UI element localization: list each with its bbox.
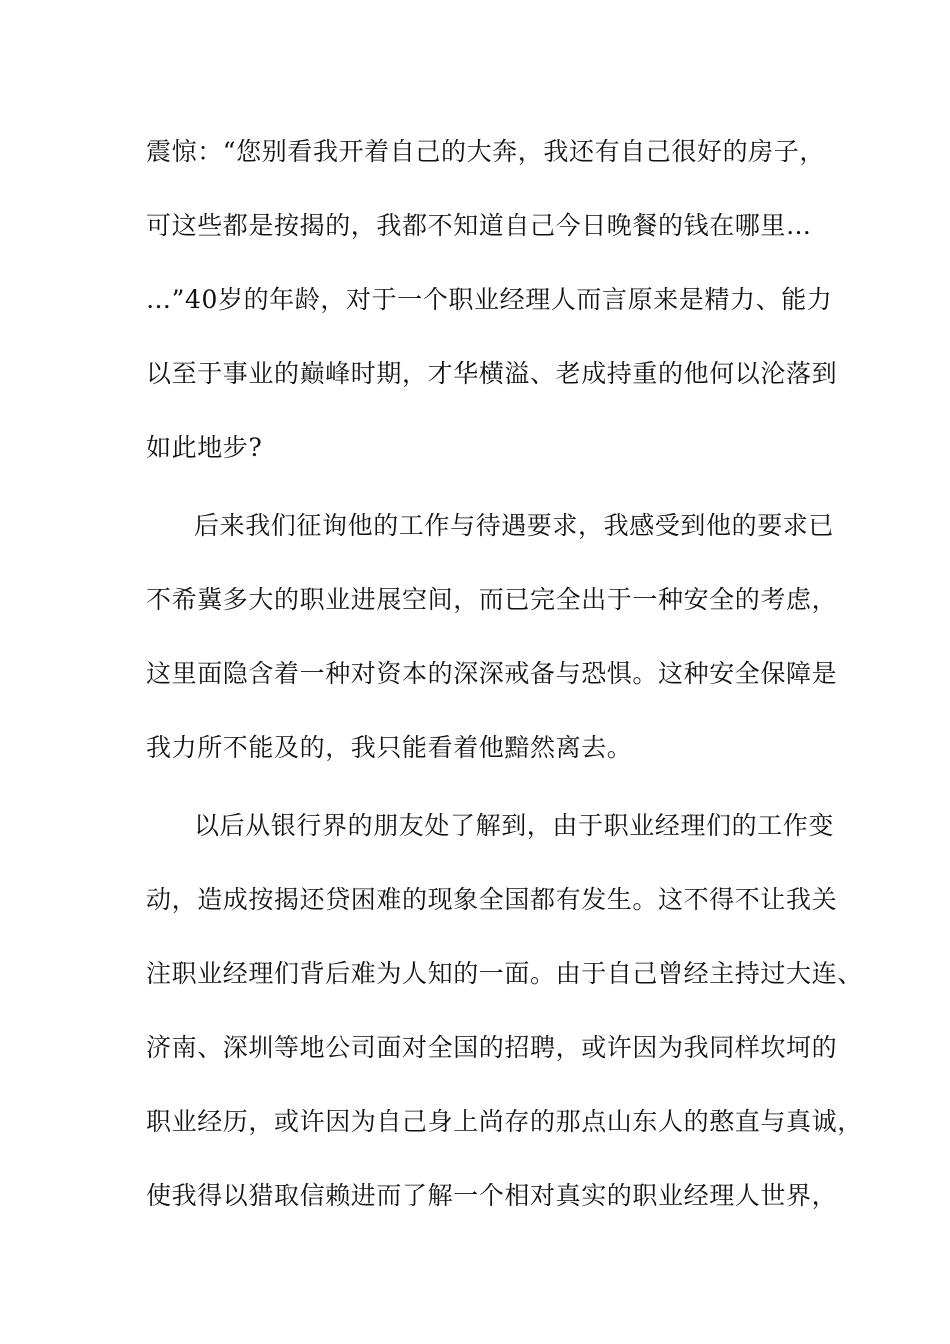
text-line: 这里面隐含着一种对资本的深深戒备与恐惧。这种安全保障是	[146, 659, 838, 688]
text-line: 可这些都是按揭的，我都不知道自己今日晚餐的钱在哪里…	[146, 211, 812, 240]
text-line: 如此地步?	[146, 433, 263, 462]
text-line: 职业经历，或许因为自己身上尚存的那点山东人的憨直与真诚，	[146, 1107, 863, 1136]
text-line: 使我得以猎取信赖进而了解一个相对真实的职业经理人世界，	[146, 1181, 838, 1210]
paragraph-first-line: 以后从银行界的朋友处了解到，由于职业经理们的工作变	[194, 811, 835, 840]
text-line: 动，造成按揭还贷困难的现象全国都有发生。这不得不让我关	[146, 885, 838, 914]
text-line: 震惊：“您别看我开着自己的大奔，我还有自己很好的房子，	[146, 137, 825, 166]
text-line: 济南、深圳等地公司面对全国的招聘，或许因为我同样坎坷的	[146, 1033, 838, 1062]
text-line: 注职业经理们背后难为人知的一面。由于自己曾经主持过大连、	[146, 959, 863, 988]
text-line: …”40岁的年龄，对于一个职业经理人而言原来是精力、能力	[146, 285, 833, 314]
text-line: 以至于事业的巅峰时期，才华横溢、老成持重的他何以沦落到	[146, 359, 838, 388]
text-line: 不希冀多大的职业进展空间，而已完全出于一种安全的考虑，	[146, 585, 838, 614]
paragraph-first-line: 后来我们征询他的工作与待遇要求，我感受到他的要求已	[194, 511, 835, 540]
text-line: 我力所不能及的，我只能看着他黯然离去。	[146, 733, 633, 762]
